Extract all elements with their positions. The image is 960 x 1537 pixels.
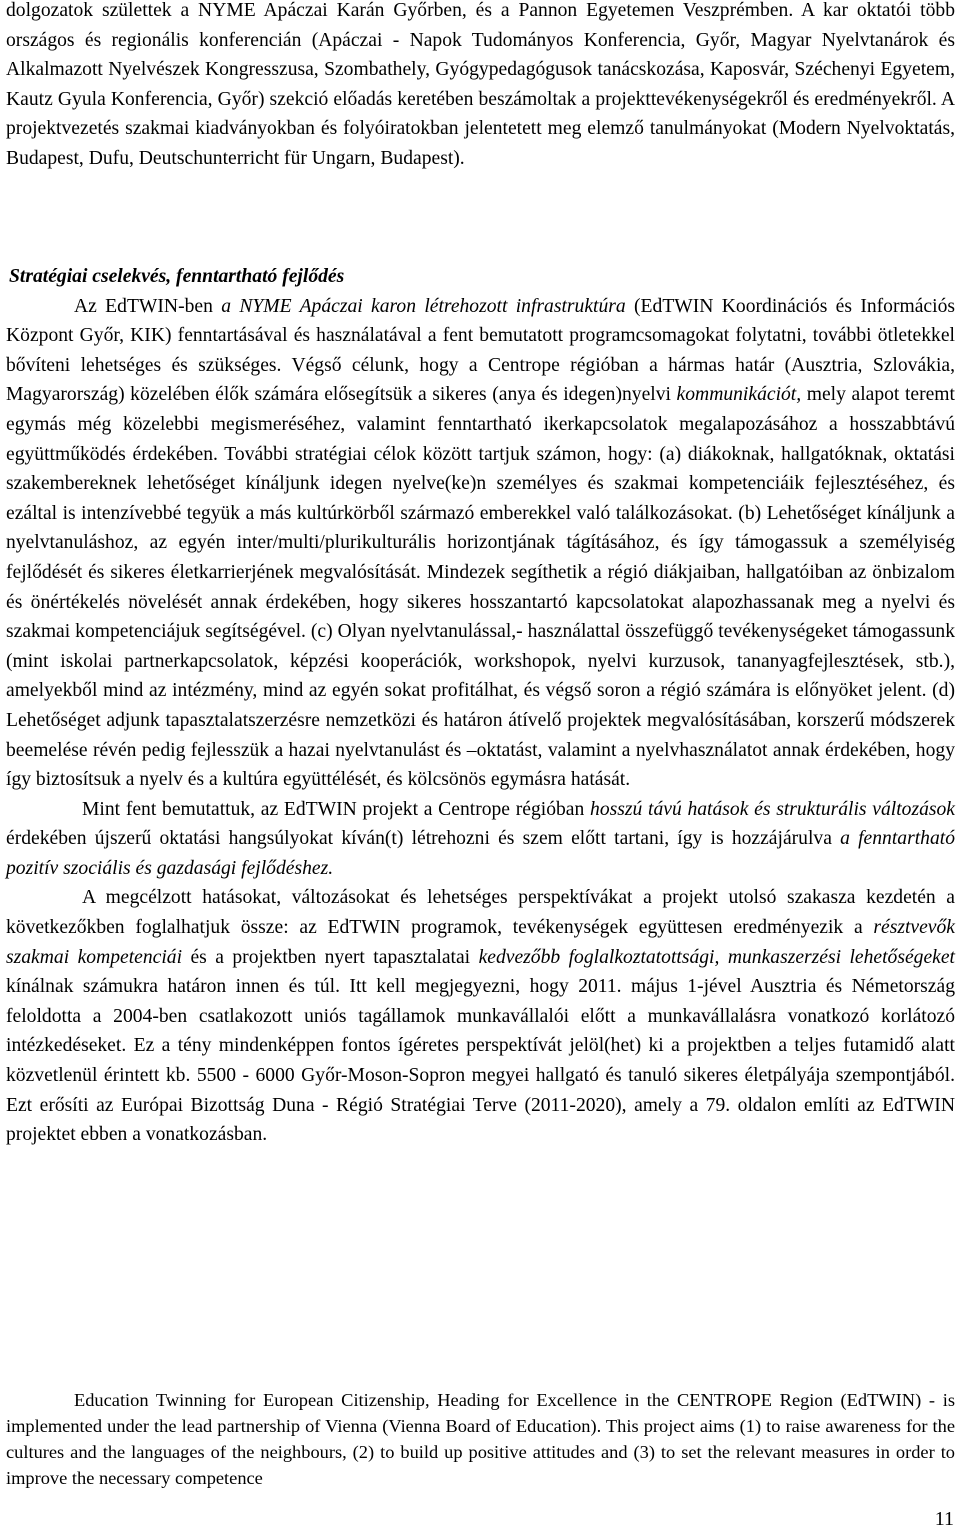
intro-text-b: A projektvezetés szakmai kiadványokban és folyóiratokban jelentetett meg elemző tanulmányokat (Modern Nyelvoktatás, Budapest, Dufu, Deutschunterricht für Ungarn, Budapest). [6, 88, 955, 169]
strategy-paragraph-2 [6, 795, 955, 884]
p3-text-e: kínálnak számukra határon innen és túl. Itt kell megjegyezni, hogy 2011. május 1-jével Ausztria és Németország feloldotta a 2004-ben csatlakozott uniós tagállamok munkavállalói előtt a munkavállalásra vonatkozó korlátozó intézkedéseket. Ez a tény mindenképpen fontos ígéretes perspektívát jelöl(het) ki a projektben a teljes futamidő alatt közvetlenül érintett kb. 5500 - 6000 Győr-Moson-Sopron megyei hallgató és tanuló sikeres életpályája szempontjából. Ezt erősíti az Európai Bizottság Duna - Régió Stratégiai Terve (2011-2020), amely a 79. oldalon említi az EdTWIN projektet ebben a vonatkozásban. [6, 976, 955, 1146]
p1-emphasis-b: a NYME Apáczai karon létrehozott infrastruktúra [221, 295, 626, 317]
strategy-section [6, 262, 955, 1150]
p1-text-e: mely alapot teremt egymás még közelebbi megismeréséhez, valamint fenntartható ikerkapcsolatok megalapozásához a hosszabbtávú együttműködés érdekében. További stratégiai célok között tartjuk számon, hogy: (a) diákoknak, hallgatóknak, oktatási szakembereknek lehetőséget kínáljunk idegen nyelve(ke)n személyes és szakmai kompetenciáik fejlesztéséhez, és ezáltal is intenzívebbé tegyük a más kultúrkörből származó emberekkel való találkozásokat. (b) Lehetőséget kínáljunk a nyelvtanuláshoz, az egyén inter/multi/plurikulturális horizontjának tágításához, és így támogassuk a személyiség fejlődését és sikeres életkarrierjének megvalósítását. Mindezek segíthetik a régió diákjaiban, hallgatóiban az önbizalom és önértékelés növelését annak érdekében, hogy sikeres hosszantartó kapcsolatokat alapozhassanak meg a nyelvi és szakmai kompetenciájuk segítségével. (c) Olyan nyelvtanulással,- használattal összefüggő tevékenységeket támogassunk (mint iskolai partnerkapcsolatok, képzési kooperációk, workshopok, nyelvi kurzusok, tananyagfejlesztések, stb.), amelyekből mind az intézmény, mind az egyén sokat profitálhat, és végső soron a régió számára is előnyöket jelent. (d) Lehetőséget adjunk tapasztalatszerzésre nemzetközi és határon átívelő projektek megvalósításában, korszerű módszerek beemelése révén pedig fejlesszük a hazai nyelvtanulást és –oktatást, valamint a nyelvhasználatot annak érdekében, hogy így biztosítsuk a nyelv és a kultúra együttélését, és kölcsönös egymásra hatását. [6, 384, 955, 791]
p2-text-c: érdekében újszerű oktatási hangsúlyokat kíván(t) létrehozni és szem előtt tartani, így is hozzájárulva [6, 828, 841, 850]
p2-emphasis-b: hosszú távú hatások és strukturális változások [590, 798, 955, 820]
footnote-paragraph [6, 1387, 955, 1491]
p2-emphasis-d: a fenntartható pozitív szociális és gazdasági fejlődéshez. [6, 828, 955, 879]
p2-text-a: Mint fent bemutattuk, az EdTWIN projekt a Centrope régióban [82, 798, 591, 820]
strategy-paragraph-3 [6, 883, 955, 1149]
p1-emphasis-d: kommunikációt, [676, 384, 802, 406]
footnote-text: Education Twinning for European Citizenship, Heading for Excellence in the CENTROPE Region (EdTWIN) - is implemented under the lead partnership of Vienna (Vienna Board of Education). This project aims (1) to raise awareness for the cultures and the languages of the neighbours, (2) to build up positive attitudes and (3) to set the relevant measures in order to improve the necessary competence [6, 1390, 955, 1488]
page-number: 11 [934, 1508, 954, 1530]
p1-text-c: (EdTWIN Koordinációs és Információs Központ Győr, KIK) fenntartásával és használatával a fent bemutatott programcsomagokat folytatni, további ötletekkel bővíteni lehetséges és szükséges. Végső célunk, hogy a Centrope régióban a hármas határ (Ausztria, Szlovákia, Magyarország) közelében élők számára elősegítsük a sikeres (anya és idegen)nyelvi [6, 295, 955, 406]
p3-emphasis-b: résztvevők szakmai kompetenciái [6, 917, 955, 968]
strategy-paragraph-1 [6, 292, 955, 795]
p3-text-a: A megcélzott hatásokat, változásokat és lehetséges perspektívákat a projekt utolsó szakasza kezdetén a következőkben foglalhatjuk össze: az EdTWIN programok, tevékenységek együttesen eredményezik a [6, 887, 955, 939]
p3-text-c: és a projektben nyert tapasztalatai [182, 946, 479, 968]
p1-text-a: Az EdTWIN-ben [74, 295, 222, 317]
p3-emphasis-d: kedvezőbb foglalkoztatottsági, munkaszerzési lehetőségeket [478, 946, 955, 968]
intro-text-a: dolgozatok születtek a NYME Apáczai Karán Győrben, és a Pannon Egyetemen Veszprémben. A kar oktatói több országos és regionális konferencián (Apáczai - Napok Tudományos Konferencia, Győr, Magyar Nyelvtanárok és Alkalmazott Nyelvészek Kongresszusa, Szombathely, Gyógypedagógusok tanácskozása, Kaposvár, Széchenyi Egyetem, Kautz Gyula Konferencia, Győr) szekció előadás keretében beszámoltak a projekttevékenységekről és eredményekről. [6, 0, 955, 110]
intro-paragraph [6, 0, 955, 174]
section-heading: Stratégiai cselekvés, fenntartható fejlődés [9, 266, 345, 287]
